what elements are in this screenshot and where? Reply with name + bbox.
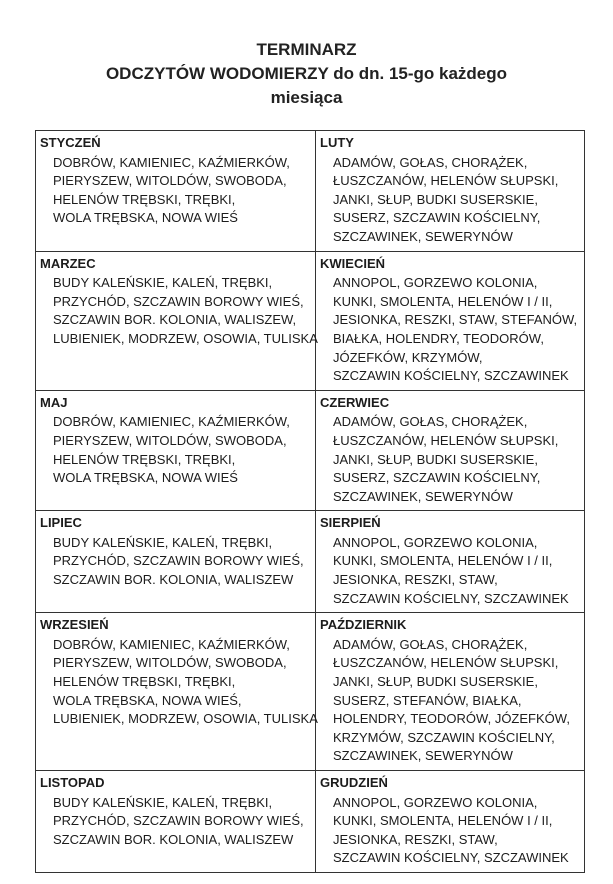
village-line: WOLA TRĘBSKA, NOWA WIEŚ (53, 210, 238, 226)
village-line: SZCZAWIN KOŚCIELNY, SZCZAWINEK (333, 850, 569, 866)
village-line: DOBRÓW, KAMIENIEC, KAŹMIERKÓW, (53, 414, 290, 430)
month-name: WRZESIEŃ (40, 617, 109, 633)
village-line: WOLA TRĘBSKA, NOWA WIEŚ, (53, 692, 242, 708)
village-list (40, 636, 318, 729)
village-line: SZCZAWIN KOŚCIELNY, SZCZAWINEK (333, 590, 569, 606)
village-line: KRZYMÓW, SZCZAWIN KOŚCIELNY, (333, 729, 555, 745)
village-line: SZCZAWIN BOR. KOLONIA, WALISZEW (53, 572, 294, 588)
village-list (40, 154, 311, 228)
month-cell (316, 613, 585, 771)
village-line: JESIONKA, RESZKI, STAW, (333, 831, 498, 847)
village-list (40, 413, 311, 487)
village-line: JANKI, SŁUP, BUDKI SUSERSKIE, (333, 191, 538, 207)
month-cell (36, 613, 316, 771)
month-name: LIPIEC (40, 515, 82, 531)
schedule-table-body (36, 131, 585, 873)
village-line: SZCZAWIN BOR. KOLONIA, WALISZEW (53, 831, 294, 847)
village-line: ŁUSZCZANÓW, HELENÓW SŁUPSKI, (333, 655, 559, 671)
schedule-row (36, 613, 585, 771)
month-cell (36, 511, 316, 613)
village-line: HELENÓW TRĘBSKI, TRĘBKI, (53, 451, 236, 467)
month-cell (316, 131, 585, 252)
village-line: ADAMÓW, GOŁAS, CHORĄŻEK, (333, 414, 528, 430)
title-line-2: ODCZYTÓW WODOMIERZY do dn. 15-go każdego (105, 64, 508, 83)
village-line: SUSERZ, SZCZAWIN KOŚCIELNY, (333, 210, 541, 226)
village-line: JÓZEFKÓW, KRZYMÓW, (333, 349, 483, 365)
month-cell (36, 771, 316, 873)
village-line: SUSERZ, SZCZAWIN KOŚCIELNY, (333, 470, 541, 486)
village-line: ADAMÓW, GOŁAS, CHORĄŻEK, (333, 154, 528, 170)
village-line: PIERYSZEW, WITOLDÓW, SWOBODA, (53, 173, 287, 189)
village-line: HOLENDRY, TEODORÓW, JÓZEFKÓW, (333, 711, 570, 727)
schedule-row (36, 511, 585, 613)
village-line: BUDY KALEŃSKIE, KALEŃ, TRĘBKI, (53, 275, 273, 291)
title-line-3: miesiąca (270, 88, 343, 107)
village-line: SZCZAWINEK, SEWERYNÓW (333, 748, 513, 764)
schedule-row (36, 771, 585, 873)
village-line: JESIONKA, RESZKI, STAW, STEFANÓW, (333, 312, 578, 328)
month-cell (36, 131, 316, 252)
village-line: PIERYSZEW, WITOLDÓW, SWOBODA, (53, 655, 287, 671)
schedule-row (36, 251, 585, 390)
village-list (320, 154, 580, 247)
village-line: PRZYCHÓD, SZCZAWIN BOROWY WIEŚ, (53, 293, 304, 309)
month-name: STYCZEŃ (40, 135, 101, 150)
village-line: ANNOPOL, GORZEWO KOLONIA, (333, 534, 538, 550)
village-line: ADAMÓW, GOŁAS, CHORĄŻEK, (333, 636, 528, 652)
village-line: ANNOPOL, GORZEWO KOLONIA, (333, 275, 538, 291)
village-line: JANKI, SŁUP, BUDKI SUSERSKIE, (333, 674, 538, 690)
village-line: ŁUSZCZANÓW, HELENÓW SŁUPSKI, (333, 432, 559, 448)
village-line: PRZYCHÓD, SZCZAWIN BOROWY WIEŚ, (53, 813, 304, 829)
village-list (320, 274, 580, 386)
village-list (40, 274, 318, 348)
month-cell (316, 390, 585, 511)
village-line: PRZYCHÓD, SZCZAWIN BOROWY WIEŚ, (53, 553, 304, 569)
village-list (320, 636, 580, 766)
schedule-row (36, 131, 585, 252)
village-line: BUDY KALEŃSKIE, KALEŃ, TRĘBKI, (53, 534, 273, 550)
month-name: SIERPIEŃ (320, 515, 381, 531)
document-title (0, 38, 613, 110)
village-line: PIERYSZEW, WITOLDÓW, SWOBODA, (53, 432, 287, 448)
village-line: KUNKI, SMOLENTA, HELENÓW I / II, (333, 553, 553, 569)
village-line: SZCZAWINEK, SEWERYNÓW (333, 488, 513, 504)
month-name: MAJ (40, 394, 68, 410)
month-name: LUTY (320, 135, 354, 150)
village-line: BIAŁKA, HOLENDRY, TEODORÓW, (333, 330, 544, 346)
village-line: WOLA TRĘBSKA, NOWA WIEŚ (53, 470, 238, 486)
village-line: KUNKI, SMOLENTA, HELENÓW I / II, (333, 813, 553, 829)
village-line: BUDY KALEŃSKIE, KALEŃ, TRĘBKI, (53, 794, 273, 810)
month-cell (316, 511, 585, 613)
village-list (320, 534, 580, 608)
village-line: HELENÓW TRĘBSKI, TRĘBKI, (53, 191, 236, 207)
village-line: DOBRÓW, KAMIENIEC, KAŹMIERKÓW, (53, 636, 290, 652)
month-name: PAŹDZIERNIK (320, 617, 407, 633)
village-line: DOBRÓW, KAMIENIEC, KAŹMIERKÓW, (53, 154, 290, 170)
month-cell (36, 251, 316, 390)
village-line: HELENÓW TRĘBSKI, TRĘBKI, (53, 674, 236, 690)
village-line: KUNKI, SMOLENTA, HELENÓW I / II, (333, 293, 553, 309)
village-line: JESIONKA, RESZKI, STAW, (333, 572, 498, 588)
village-line: SZCZAWINEK, SEWERYNÓW (333, 228, 513, 244)
month-name: KWIECIEŃ (320, 255, 385, 271)
village-list (40, 534, 311, 590)
village-list (40, 794, 311, 850)
village-line: SZCZAWIN BOR. KOLONIA, WALISZEW, (53, 312, 297, 328)
village-line: SUSERZ, STEFANÓW, BIAŁKA, (333, 692, 522, 708)
schedule-row (36, 390, 585, 511)
month-name: CZERWIEC (320, 394, 390, 410)
village-line: JANKI, SŁUP, BUDKI SUSERSKIE, (333, 451, 538, 467)
month-name: LISTOPAD (40, 775, 105, 790)
schedule-table (35, 130, 585, 873)
village-line: ŁUSZCZANÓW, HELENÓW SŁUPSKI, (333, 173, 559, 189)
village-line: SZCZAWIN KOŚCIELNY, SZCZAWINEK (333, 368, 569, 384)
village-line: LUBIENIEK, MODRZEW, OSOWIA, TULISKA (53, 330, 318, 346)
month-cell (36, 390, 316, 511)
village-list (320, 413, 580, 506)
month-name: MARZEC (40, 255, 96, 271)
village-line: ANNOPOL, GORZEWO KOLONIA, (333, 794, 538, 810)
month-cell (316, 771, 585, 873)
month-name: GRUDZIEŃ (320, 775, 388, 790)
month-cell (316, 251, 585, 390)
title-line-1: TERMINARZ (256, 40, 357, 59)
village-line: LUBIENIEK, MODRZEW, OSOWIA, TULISKA (53, 711, 318, 727)
village-list (320, 794, 580, 868)
